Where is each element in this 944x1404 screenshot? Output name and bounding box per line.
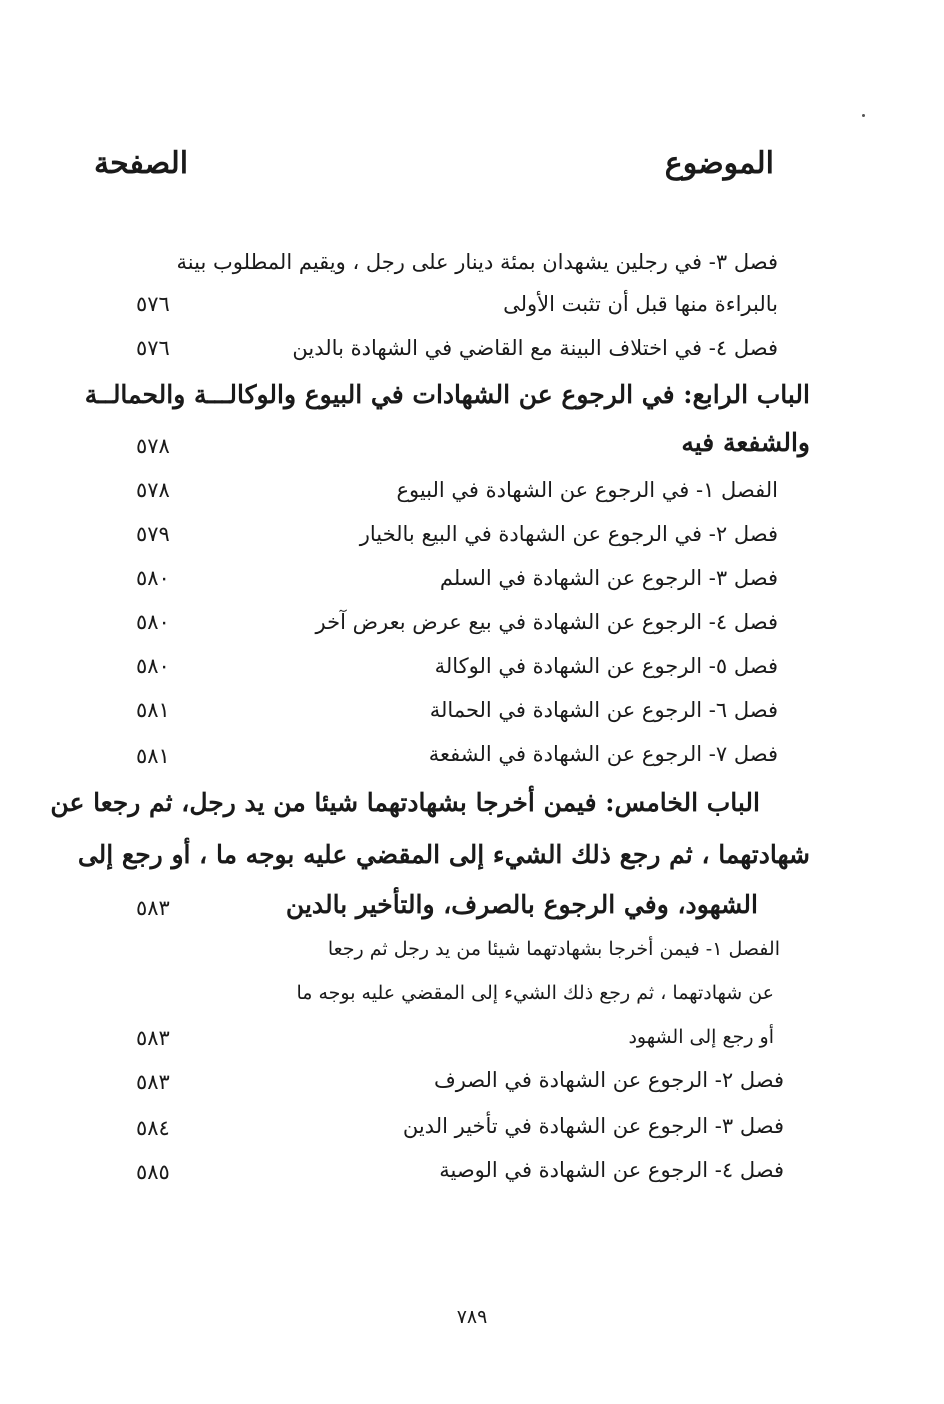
toc-entry-text: فصل ٢- في الرجوع عن الشهادة في البيع بالخيار xyxy=(359,522,778,546)
toc-entry-page: ٥٨١ xyxy=(136,698,170,722)
toc-entry-text: فصل ٤- الرجوع عن الشهادة في بيع عرض بعرض آخر xyxy=(315,610,778,634)
toc-entry-text: فصل ٤- في اختلاف البينة مع القاضي في الشهادة بالدين xyxy=(292,336,778,360)
toc-entry-text: فصل ٤- الرجوع عن الشهادة في الوصية xyxy=(439,1158,784,1182)
chapter-heading-cont: الشهود، وفي الرجوع بالصرف، والتأخير بالدين xyxy=(285,890,758,919)
toc-entry-page: ٥٨٠ xyxy=(136,654,170,678)
toc-entry-text: عن شهادتهما ، ثم رجع ذلك الشيء إلى المقضي عليه بوجه ما xyxy=(296,982,774,1004)
chapter-heading: الباب الخامس: فيمن أخرجا بشهادتهما شيئا من يد رجل، ثم رجعا عن xyxy=(50,788,760,817)
toc-entry-text: فصل ٢- الرجوع عن الشهادة في الصرف xyxy=(433,1068,784,1092)
chapter-heading-cont: والشفعة فيه xyxy=(681,428,810,457)
toc-entry-text: فصل ٧- الرجوع عن الشهادة في الشفعة xyxy=(428,742,778,766)
toc-entry-page: ٥٨٤ xyxy=(136,1116,170,1140)
toc-entry-page: ٥٨١ xyxy=(136,744,170,768)
page-number-footer: ٧٨٩ xyxy=(456,1306,488,1328)
toc-entry-text: فصل ٣- الرجوع عن الشهادة في تأخير الدين xyxy=(402,1114,784,1138)
toc-entry-page: ٥٨٣ xyxy=(136,896,170,920)
toc-entry-text: فصل ٣- في رجلين يشهدان بمئة دينار على رجل ، ويقيم المطلوب بينة xyxy=(176,250,778,274)
toc-entry-text: فصل ٥- الرجوع عن الشهادة في الوكالة xyxy=(434,654,778,678)
chapter-heading-cont: شهادتهما ، ثم رجع ذلك الشيء إلى المقضي عليه بوجه ما ، أو رجع إلى xyxy=(77,840,810,869)
scan-speck xyxy=(862,114,865,117)
toc-entry-text: الفصل ١- في الرجوع عن الشهادة في البيوع xyxy=(396,478,778,502)
topic-column-header: الموضوع xyxy=(664,146,774,181)
toc-entry-page: ٥٧٨ xyxy=(136,434,170,458)
toc-entry-page: ٥٨٣ xyxy=(136,1026,170,1050)
toc-entry-text: بالبراءة منها قبل أن تثبت الأولى xyxy=(503,292,778,316)
toc-entry-text: فصل ٦- الرجوع عن الشهادة في الحمالة xyxy=(429,698,778,722)
toc-entry-page: ٥٨٠ xyxy=(136,610,170,634)
toc-entry-page: ٥٨٠ xyxy=(136,566,170,590)
toc-entry-text: فصل ٣- الرجوع عن الشهادة في السلم xyxy=(439,566,778,590)
toc-entry-page: ٥٧٦ xyxy=(136,336,170,360)
toc-entry-page: ٥٧٩ xyxy=(136,522,170,546)
toc-entry-page: ٥٧٦ xyxy=(136,292,170,316)
page-column-header: الصفحة xyxy=(94,146,189,181)
toc-entry-text: أو رجع إلى الشهود xyxy=(628,1026,774,1048)
toc-entry-page: ٥٨٣ xyxy=(136,1070,170,1094)
toc-entry-page: ٥٧٨ xyxy=(136,478,170,502)
chapter-heading: الباب الرابع: في الرجوع عن الشهادات في البيوع والوكالـــة والحمالــة xyxy=(84,380,810,409)
toc-entry-text: الفصل ١- فيمن أخرجا بشهادتهما شيئا من يد رجل ثم رجعا xyxy=(327,938,780,960)
toc-entry-page: ٥٨٥ xyxy=(136,1160,170,1184)
